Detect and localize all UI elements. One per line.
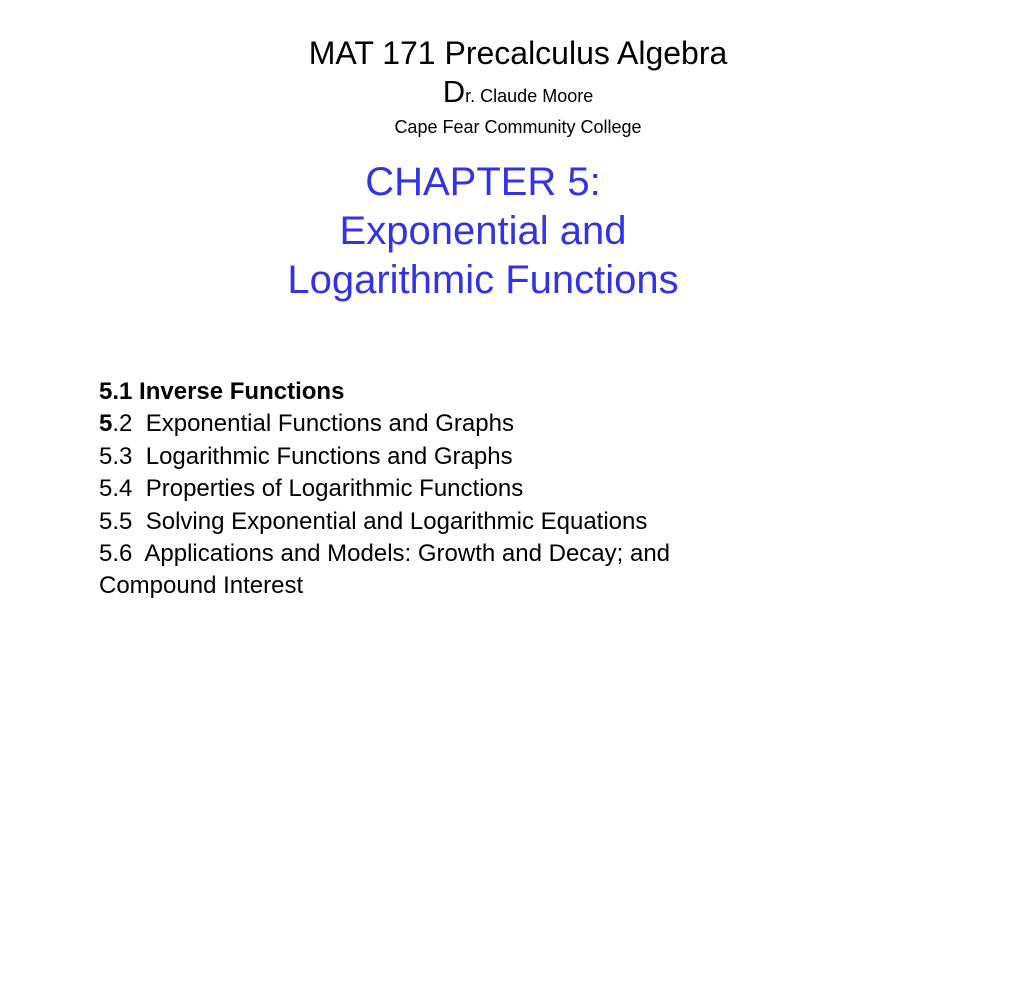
section-number: 5.6 (99, 540, 133, 568)
course-title: MAT 171 Precalculus Algebra (308, 35, 728, 71)
section-item-5-5 (99, 506, 759, 538)
section-item-5-6 (99, 538, 759, 603)
section-item-5-4 (99, 473, 759, 505)
section-title: Logarithmic Functions and Graphs (145, 442, 513, 470)
section-number: 5.3 (99, 442, 133, 470)
section-item-5-1 (99, 376, 759, 408)
section-title: Inverse Functions (139, 378, 345, 405)
chapter-title (240, 158, 726, 305)
section-title: Solving Exponential and Logarithmic Equations (145, 507, 648, 535)
slide-header (0, 34, 1024, 138)
section-number: 5.1 (99, 378, 133, 405)
section-item-5-2 (99, 408, 759, 440)
college-name: Cape Fear Community College (394, 117, 642, 137)
chapter-title-line-1: CHAPTER 5: (365, 160, 601, 204)
instructor-name-rest: r. Claude Moore (465, 86, 594, 106)
section-list (99, 376, 759, 603)
section-number: 5.4 (99, 475, 133, 503)
chapter-title-line-2: Exponential and (339, 209, 627, 253)
section-item-5-3 (99, 441, 759, 473)
chapter-title-line-3: Logarithmic Functions (287, 258, 679, 302)
instructor-initial: D (442, 74, 466, 109)
section-number-major: 5 (99, 410, 113, 438)
section-number: 5.5 (99, 507, 133, 535)
section-title: Properties of Logarithmic Functions (145, 475, 524, 503)
section-number-minor: .2 (112, 410, 133, 438)
instructor-name (0, 76, 1024, 114)
section-title: Exponential Functions and Graphs (145, 410, 514, 438)
section-title: Applications and Models: Growth and Decay; and Compound Interest (99, 540, 671, 600)
